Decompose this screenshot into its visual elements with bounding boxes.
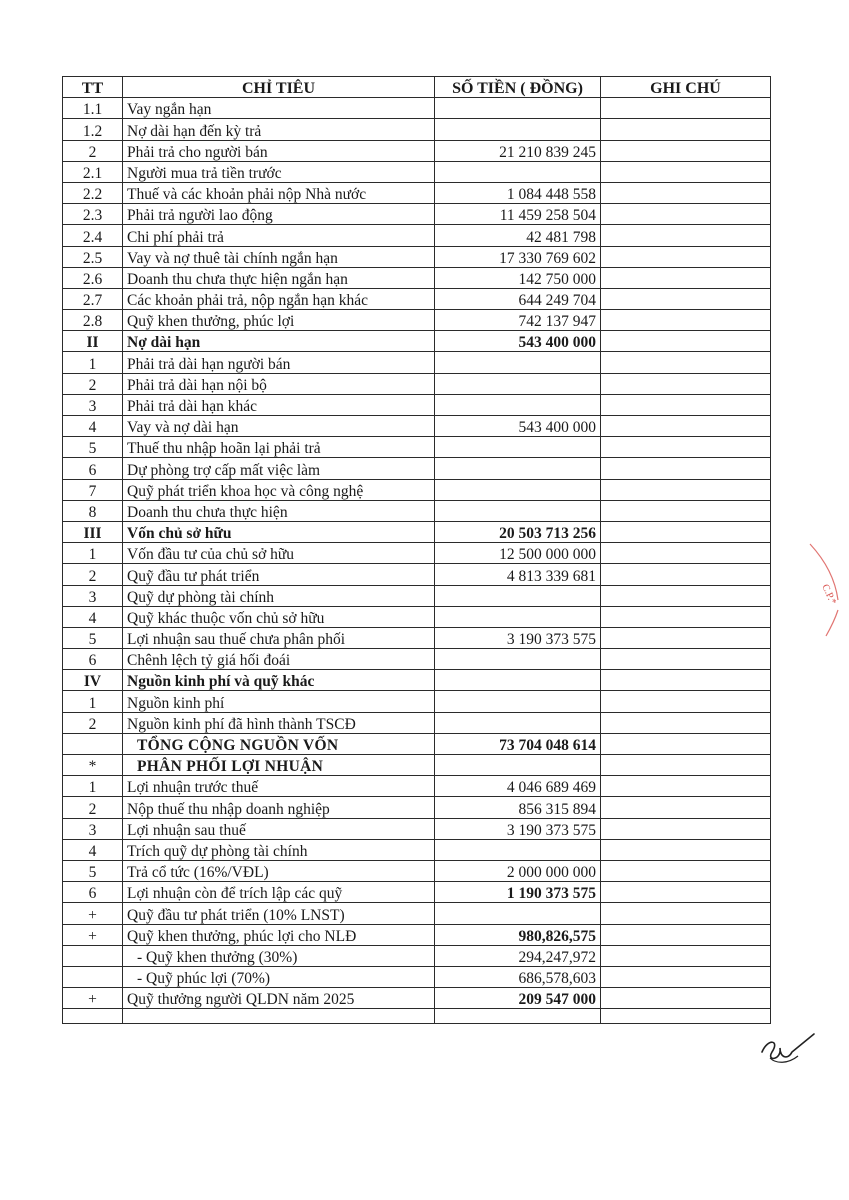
table-row — [63, 755, 771, 776]
row-note-cell — [601, 98, 771, 119]
row-note-cell — [601, 649, 771, 670]
row-label-cell: Lợi nhuận sau thuế chưa phân phối — [123, 627, 435, 648]
row-note-cell — [601, 204, 771, 225]
row-note-cell — [601, 966, 771, 987]
table-row — [63, 670, 771, 691]
stamp-text: C.P.* — [819, 582, 839, 607]
row-label-cell: Vốn chủ sở hữu — [123, 521, 435, 542]
row-amount-cell: 742 137 947 — [435, 310, 601, 331]
row-number-cell: * — [63, 755, 123, 776]
row-amount-cell: 294,247,972 — [435, 945, 601, 966]
row-label-cell: Thuế và các khoản phải nộp Nhà nước — [123, 182, 435, 203]
row-note-cell — [601, 585, 771, 606]
row-amount-cell — [435, 373, 601, 394]
table-row — [63, 966, 771, 987]
row-amount-cell: 543 400 000 — [435, 331, 601, 352]
row-label-cell: Vốn đầu tư của chủ sở hữu — [123, 543, 435, 564]
table-row — [63, 267, 771, 288]
row-number-cell: IV — [63, 670, 123, 691]
row-label-cell: Vay và nợ thuê tài chính ngắn hạn — [123, 246, 435, 267]
row-note-cell — [601, 267, 771, 288]
row-amount-cell — [435, 649, 601, 670]
row-amount-cell — [435, 500, 601, 521]
header-so-tien: SỐ TIỀN ( ĐỒNG) — [435, 77, 601, 98]
row-amount-cell: 4 813 339 681 — [435, 564, 601, 585]
header-chi-tieu: CHỈ TIÊU — [123, 77, 435, 98]
row-amount-cell: 1 190 373 575 — [435, 882, 601, 903]
row-amount-cell — [435, 585, 601, 606]
row-number-cell: 8 — [63, 500, 123, 521]
row-note-cell — [601, 924, 771, 945]
row-amount-cell — [435, 670, 601, 691]
row-label-cell: Dự phòng trợ cấp mất việc làm — [123, 458, 435, 479]
row-amount-cell: 3 190 373 575 — [435, 627, 601, 648]
red-stamp-fragment — [804, 540, 844, 655]
row-number-cell: 2.7 — [63, 288, 123, 309]
row-amount-cell: 3 190 373 575 — [435, 818, 601, 839]
row-amount-cell: 11 459 258 504 — [435, 204, 601, 225]
row-note-cell — [601, 1009, 771, 1024]
row-amount-cell: 17 330 769 602 — [435, 246, 601, 267]
table-row — [63, 437, 771, 458]
row-amount-cell — [435, 98, 601, 119]
row-label-cell: Vay và nợ dài hạn — [123, 416, 435, 437]
row-amount-cell: 644 249 704 — [435, 288, 601, 309]
row-amount-cell — [435, 606, 601, 627]
row-amount-cell: 73 704 048 614 — [435, 733, 601, 754]
row-amount-cell — [435, 119, 601, 140]
row-number-cell: 2.4 — [63, 225, 123, 246]
table-row — [63, 839, 771, 860]
table-row — [63, 797, 771, 818]
row-number-cell: 6 — [63, 458, 123, 479]
row-note-cell — [601, 670, 771, 691]
table-row — [63, 818, 771, 839]
row-note-cell — [601, 182, 771, 203]
row-note-cell — [601, 627, 771, 648]
row-label-cell: Lợi nhuận còn để trích lập các quỹ — [123, 882, 435, 903]
row-note-cell — [601, 246, 771, 267]
header-ghi-chu: GHI CHÚ — [601, 77, 771, 98]
row-label-cell: Nguồn kinh phí — [123, 691, 435, 712]
row-number-cell: 2.1 — [63, 161, 123, 182]
row-amount-cell: 21 210 839 245 — [435, 140, 601, 161]
row-number-cell: 2.6 — [63, 267, 123, 288]
row-label-cell: Quỹ khác thuộc vốn chủ sở hữu — [123, 606, 435, 627]
row-label-cell: Doanh thu chưa thực hiện — [123, 500, 435, 521]
row-note-cell — [601, 860, 771, 881]
row-number-cell: 5 — [63, 437, 123, 458]
table-row — [63, 543, 771, 564]
table-row — [63, 331, 771, 352]
row-amount-cell: 20 503 713 256 — [435, 521, 601, 542]
row-label-cell: Doanh thu chưa thực hiện ngắn hạn — [123, 267, 435, 288]
liabilities-equity-table — [62, 76, 771, 1024]
row-label-cell: Quỹ đầu tư phát triển — [123, 564, 435, 585]
row-note-cell — [601, 776, 771, 797]
row-label-cell: Quỹ khen thưởng, phúc lợi — [123, 310, 435, 331]
row-number-cell — [63, 1009, 123, 1024]
table-row — [63, 161, 771, 182]
row-label-cell: Chênh lệch tỷ giá hối đoái — [123, 649, 435, 670]
row-amount-cell: 209 547 000 — [435, 988, 601, 1009]
row-note-cell — [601, 352, 771, 373]
row-note-cell — [601, 140, 771, 161]
row-amount-cell: 42 481 798 — [435, 225, 601, 246]
row-number-cell: 2 — [63, 373, 123, 394]
table-row — [63, 776, 771, 797]
table-row — [63, 394, 771, 415]
row-label-cell: Nộp thuế thu nhập doanh nghiệp — [123, 797, 435, 818]
table-row — [63, 882, 771, 903]
row-number-cell: 5 — [63, 627, 123, 648]
table-row — [63, 479, 771, 500]
row-amount-cell — [435, 691, 601, 712]
row-label-cell: Phải trả cho người bán — [123, 140, 435, 161]
row-note-cell — [601, 225, 771, 246]
table-row — [63, 500, 771, 521]
row-amount-cell: 686,578,603 — [435, 966, 601, 987]
row-label-cell: - Quỹ phúc lợi (70%) — [123, 966, 435, 987]
row-label-cell: Quỹ dự phòng tài chính — [123, 585, 435, 606]
row-note-cell — [601, 564, 771, 585]
handwritten-signature — [758, 1030, 818, 1075]
row-note-cell — [601, 458, 771, 479]
row-label-cell: Phải trả dài hạn nội bộ — [123, 373, 435, 394]
row-note-cell — [601, 945, 771, 966]
row-label-cell: Quỹ đầu tư phát triển (10% LNST) — [123, 903, 435, 924]
row-number-cell: 4 — [63, 606, 123, 627]
row-number-cell: 2.8 — [63, 310, 123, 331]
table-row — [63, 225, 771, 246]
row-number-cell: II — [63, 331, 123, 352]
row-number-cell: 1.2 — [63, 119, 123, 140]
row-number-cell — [63, 945, 123, 966]
row-note-cell — [601, 903, 771, 924]
row-note-cell — [601, 797, 771, 818]
row-note-cell — [601, 416, 771, 437]
table-row — [63, 521, 771, 542]
row-label-cell: Lợi nhuận trước thuế — [123, 776, 435, 797]
row-note-cell — [601, 755, 771, 776]
header-tt: TT — [63, 77, 123, 98]
table-row — [63, 288, 771, 309]
row-note-cell — [601, 331, 771, 352]
row-number-cell: 1.1 — [63, 98, 123, 119]
table-row — [63, 903, 771, 924]
row-number-cell: 2 — [63, 797, 123, 818]
row-label-cell: Nguồn kinh phí và quỹ khác — [123, 670, 435, 691]
row-number-cell: 1 — [63, 543, 123, 564]
row-note-cell — [601, 691, 771, 712]
row-note-cell — [601, 521, 771, 542]
table-row — [63, 119, 771, 140]
row-number-cell: + — [63, 988, 123, 1009]
table-row — [63, 98, 771, 119]
row-amount-cell: 856 315 894 — [435, 797, 601, 818]
table-row — [63, 712, 771, 733]
row-note-cell — [601, 712, 771, 733]
row-note-cell — [601, 479, 771, 500]
row-number-cell: 3 — [63, 585, 123, 606]
row-label-cell — [123, 1009, 435, 1024]
row-number-cell: 4 — [63, 416, 123, 437]
row-label-cell: Nợ dài hạn — [123, 331, 435, 352]
row-amount-cell — [435, 755, 601, 776]
row-note-cell — [601, 839, 771, 860]
table-row — [63, 606, 771, 627]
row-label-cell: TỔNG CỘNG NGUỒN VỐN — [123, 733, 435, 754]
table-row — [63, 649, 771, 670]
table-row — [63, 564, 771, 585]
row-amount-cell: 2 000 000 000 — [435, 860, 601, 881]
row-amount-cell: 4 046 689 469 — [435, 776, 601, 797]
row-note-cell — [601, 988, 771, 1009]
row-label-cell: Vay ngắn hạn — [123, 98, 435, 119]
row-note-cell — [601, 606, 771, 627]
row-number-cell — [63, 733, 123, 754]
row-number-cell: + — [63, 924, 123, 945]
row-number-cell: 3 — [63, 818, 123, 839]
row-amount-cell — [435, 352, 601, 373]
table-row — [63, 310, 771, 331]
row-label-cell: Phải trả dài hạn khác — [123, 394, 435, 415]
table-header — [63, 77, 771, 98]
table-row — [63, 246, 771, 267]
row-number-cell: 2 — [63, 140, 123, 161]
row-label-cell: - Quỹ khen thưởng (30%) — [123, 945, 435, 966]
row-amount-cell — [435, 394, 601, 415]
table-row — [63, 1009, 771, 1024]
table-row — [63, 945, 771, 966]
row-number-cell: 6 — [63, 882, 123, 903]
table-row — [63, 182, 771, 203]
row-note-cell — [601, 373, 771, 394]
row-label-cell: Chi phí phải trả — [123, 225, 435, 246]
row-label-cell: PHÂN PHỐI LỢI NHUẬN — [123, 755, 435, 776]
row-label-cell: Quỹ thưởng người QLDN năm 2025 — [123, 988, 435, 1009]
row-label-cell: Các khoản phải trả, nộp ngắn hạn khác — [123, 288, 435, 309]
row-label-cell: Quỹ khen thưởng, phúc lợi cho NLĐ — [123, 924, 435, 945]
row-label-cell: Trích quỹ dự phòng tài chính — [123, 839, 435, 860]
table-row — [63, 373, 771, 394]
row-number-cell: + — [63, 903, 123, 924]
row-number-cell: 3 — [63, 394, 123, 415]
row-number-cell — [63, 966, 123, 987]
row-label-cell: Người mua trả tiền trước — [123, 161, 435, 182]
table-row — [63, 627, 771, 648]
row-number-cell: 2.2 — [63, 182, 123, 203]
row-note-cell — [601, 310, 771, 331]
table-row — [63, 140, 771, 161]
row-note-cell — [601, 543, 771, 564]
row-note-cell — [601, 882, 771, 903]
row-note-cell — [601, 733, 771, 754]
row-number-cell: III — [63, 521, 123, 542]
row-number-cell: 2 — [63, 712, 123, 733]
row-number-cell: 2 — [63, 564, 123, 585]
table-row — [63, 733, 771, 754]
row-label-cell: Nguồn kinh phí đã hình thành TSCĐ — [123, 712, 435, 733]
table-row — [63, 585, 771, 606]
row-number-cell: 5 — [63, 860, 123, 881]
row-amount-cell: 980,826,575 — [435, 924, 601, 945]
row-amount-cell — [435, 161, 601, 182]
row-label-cell: Phải trả người lao động — [123, 204, 435, 225]
row-number-cell: 6 — [63, 649, 123, 670]
row-number-cell: 4 — [63, 839, 123, 860]
table-row — [63, 988, 771, 1009]
table-row — [63, 352, 771, 373]
row-amount-cell — [435, 437, 601, 458]
row-amount-cell: 1 084 448 558 — [435, 182, 601, 203]
row-note-cell — [601, 161, 771, 182]
row-amount-cell — [435, 458, 601, 479]
table-row — [63, 924, 771, 945]
row-amount-cell — [435, 1009, 601, 1024]
row-note-cell — [601, 437, 771, 458]
row-label-cell: Phải trả dài hạn người bán — [123, 352, 435, 373]
row-number-cell: 2.5 — [63, 246, 123, 267]
table-row — [63, 860, 771, 881]
row-label-cell: Thuế thu nhập hoãn lại phải trả — [123, 437, 435, 458]
row-number-cell: 1 — [63, 776, 123, 797]
row-amount-cell: 543 400 000 — [435, 416, 601, 437]
row-note-cell — [601, 394, 771, 415]
row-amount-cell — [435, 839, 601, 860]
row-amount-cell — [435, 903, 601, 924]
row-number-cell: 7 — [63, 479, 123, 500]
row-label-cell: Trả cổ tức (16%/VĐL) — [123, 860, 435, 881]
row-number-cell: 1 — [63, 691, 123, 712]
row-label-cell: Nợ dài hạn đến kỳ trả — [123, 119, 435, 140]
row-label-cell: Quỹ phát triển khoa học và công nghệ — [123, 479, 435, 500]
table-body — [63, 98, 771, 1024]
row-note-cell — [601, 119, 771, 140]
row-amount-cell — [435, 479, 601, 500]
row-label-cell: Lợi nhuận sau thuế — [123, 818, 435, 839]
table-row — [63, 458, 771, 479]
header-row — [63, 77, 771, 98]
row-amount-cell: 12 500 000 000 — [435, 543, 601, 564]
row-amount-cell: 142 750 000 — [435, 267, 601, 288]
row-note-cell — [601, 288, 771, 309]
row-number-cell: 1 — [63, 352, 123, 373]
row-number-cell: 2.3 — [63, 204, 123, 225]
table-row — [63, 416, 771, 437]
table-row — [63, 204, 771, 225]
row-amount-cell — [435, 712, 601, 733]
row-note-cell — [601, 500, 771, 521]
row-note-cell — [601, 818, 771, 839]
table-row — [63, 691, 771, 712]
